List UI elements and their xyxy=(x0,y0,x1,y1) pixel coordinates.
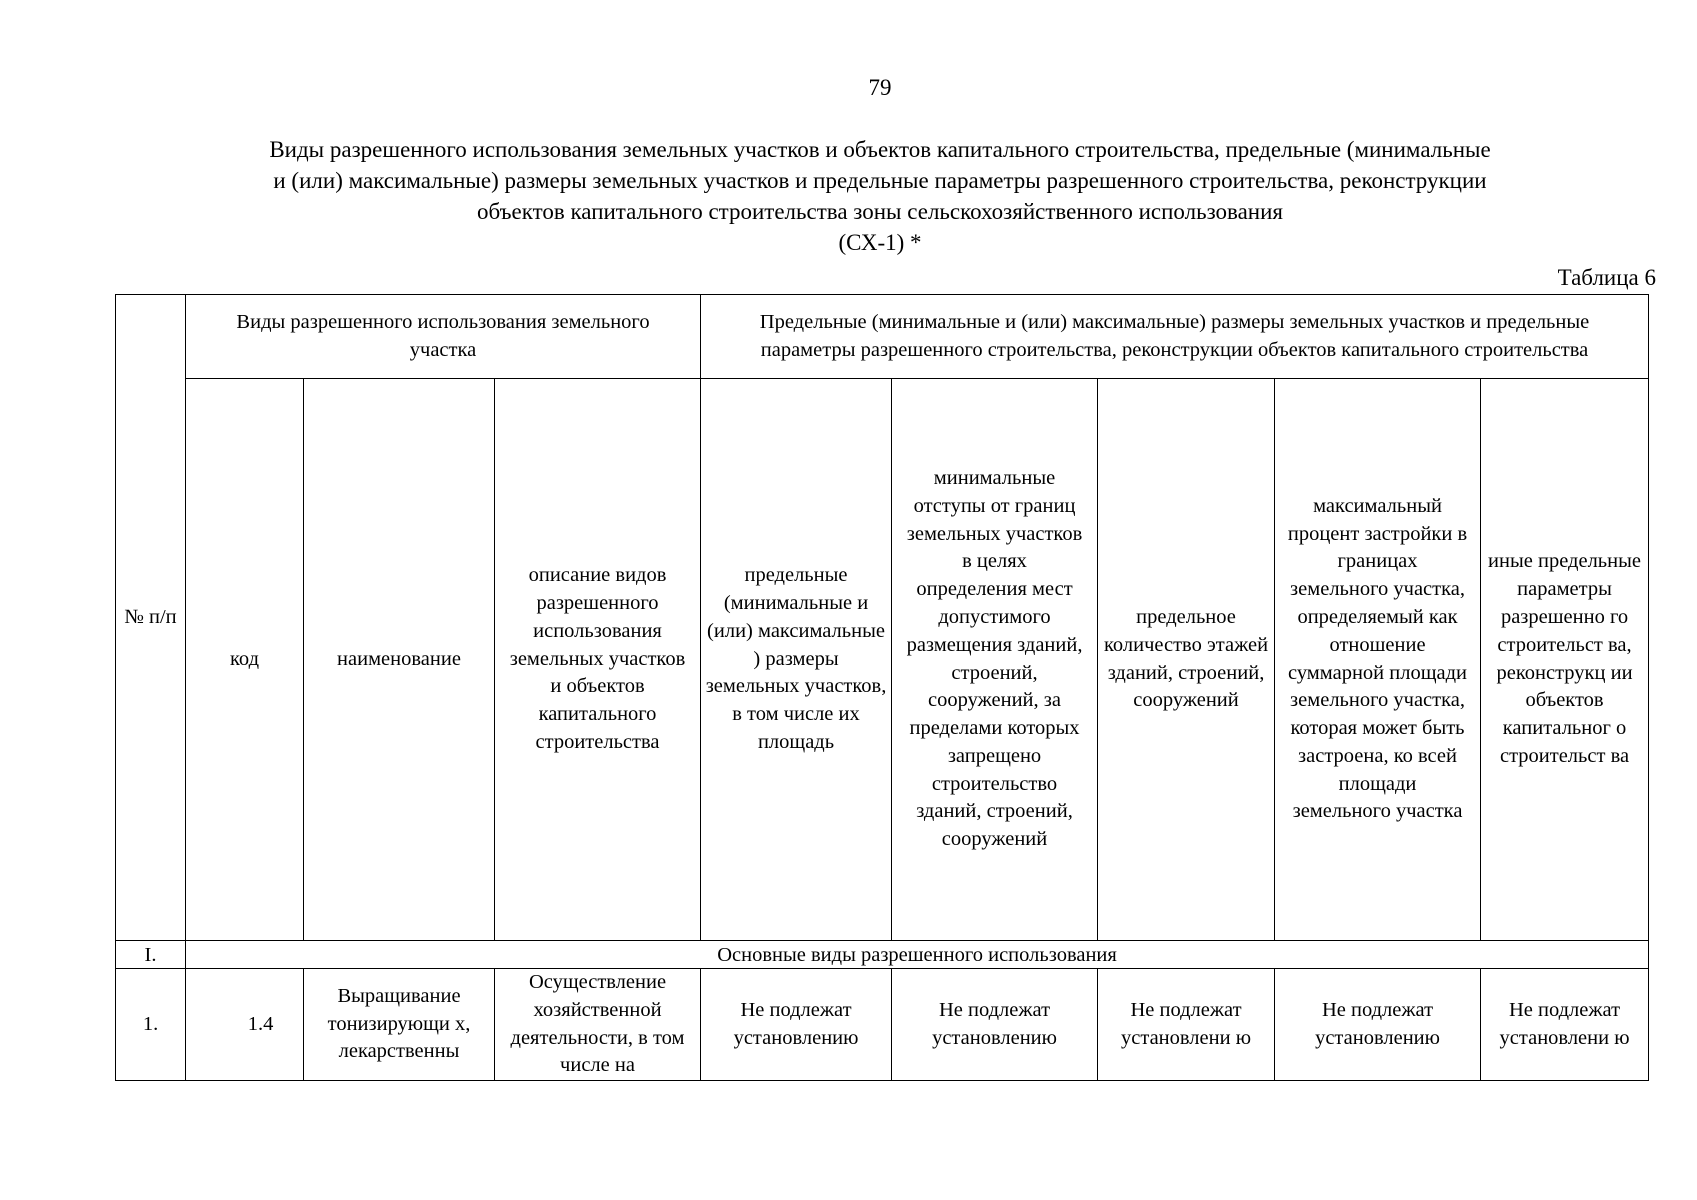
row-name: Выращивание тонизирующи х, лекарственны xyxy=(304,969,495,1081)
header-name: наименование xyxy=(304,379,495,941)
row-floors: Не подлежат установлени ю xyxy=(1098,969,1275,1081)
header-setbacks: минимальные отступы от границ земельных участков в целях определения мест допустимого размещения зданий, строений, сооружений, за пределами которых запрещено строительство зданий, строений, сооружений xyxy=(892,379,1098,941)
header-other: иные предельные параметры разрешенно го строительст ва, реконструкц ии объектов капитальног о строительст ва xyxy=(1481,379,1649,941)
section-row xyxy=(116,941,1649,969)
header-floors: предельное количество этажей зданий, строений, сооружений xyxy=(1098,379,1275,941)
page-number: 79 xyxy=(868,75,892,100)
row-code: 1.4 xyxy=(186,969,304,1081)
title-line-1: Виды разрешенного использования земельных участков и объектов капитального строительства, предельные (минимальные xyxy=(269,137,1491,162)
header-size: предельные (минимальные и (или) максимальные ) размеры земельных участков, в том числе их площадь xyxy=(701,379,892,941)
permitted-use-table xyxy=(115,294,1649,1081)
row-description: Осуществление хозяйственной деятельности, в том числе на xyxy=(495,969,701,1081)
title-line-4: (СХ-1) * xyxy=(838,230,922,255)
row-coverage: Не подлежат установлению xyxy=(1275,969,1481,1081)
header-group-use: Виды разрешенного использования земельного участка xyxy=(186,295,701,379)
table-row xyxy=(116,969,1649,1081)
title-line-2: и (или) максимальные) размеры земельных участков и предельные параметры разрешенного строительства, реконструкции xyxy=(273,168,1487,193)
header-group-limits: Предельные (минимальные и (или) максимальные) размеры земельных участков и предельные параметры разрешенного строительства, реконструкции объектов капитального строительства xyxy=(701,295,1649,379)
document-title xyxy=(100,134,1660,258)
header-description: описание видов разрешенного использования земельных участков и объектов капитального строительства xyxy=(495,379,701,941)
header-coverage: максимальный процент застройки в границах земельного участка, определяемый как отношение суммарной площади земельного участка, которая может быть застроена, ко всей площади земельного участка xyxy=(1275,379,1481,941)
header-group-row xyxy=(116,295,1649,379)
header-columns-row xyxy=(116,379,1649,941)
row-num: 1. xyxy=(116,969,186,1081)
row-other: Не подлежат установлени ю xyxy=(1481,969,1649,1081)
row-setbacks: Не подлежат установлению xyxy=(892,969,1098,1081)
header-num: № п/п xyxy=(116,295,186,941)
section-num: I. xyxy=(116,941,186,969)
section-label: Основные виды разрешенного использования xyxy=(186,941,1649,969)
header-code: код xyxy=(186,379,304,941)
table-caption: Таблица 6 xyxy=(1557,265,1656,290)
title-line-3: объектов капитального строительства зоны сельскохозяйственного использования xyxy=(477,199,1283,224)
row-size: Не подлежат установлению xyxy=(701,969,892,1081)
